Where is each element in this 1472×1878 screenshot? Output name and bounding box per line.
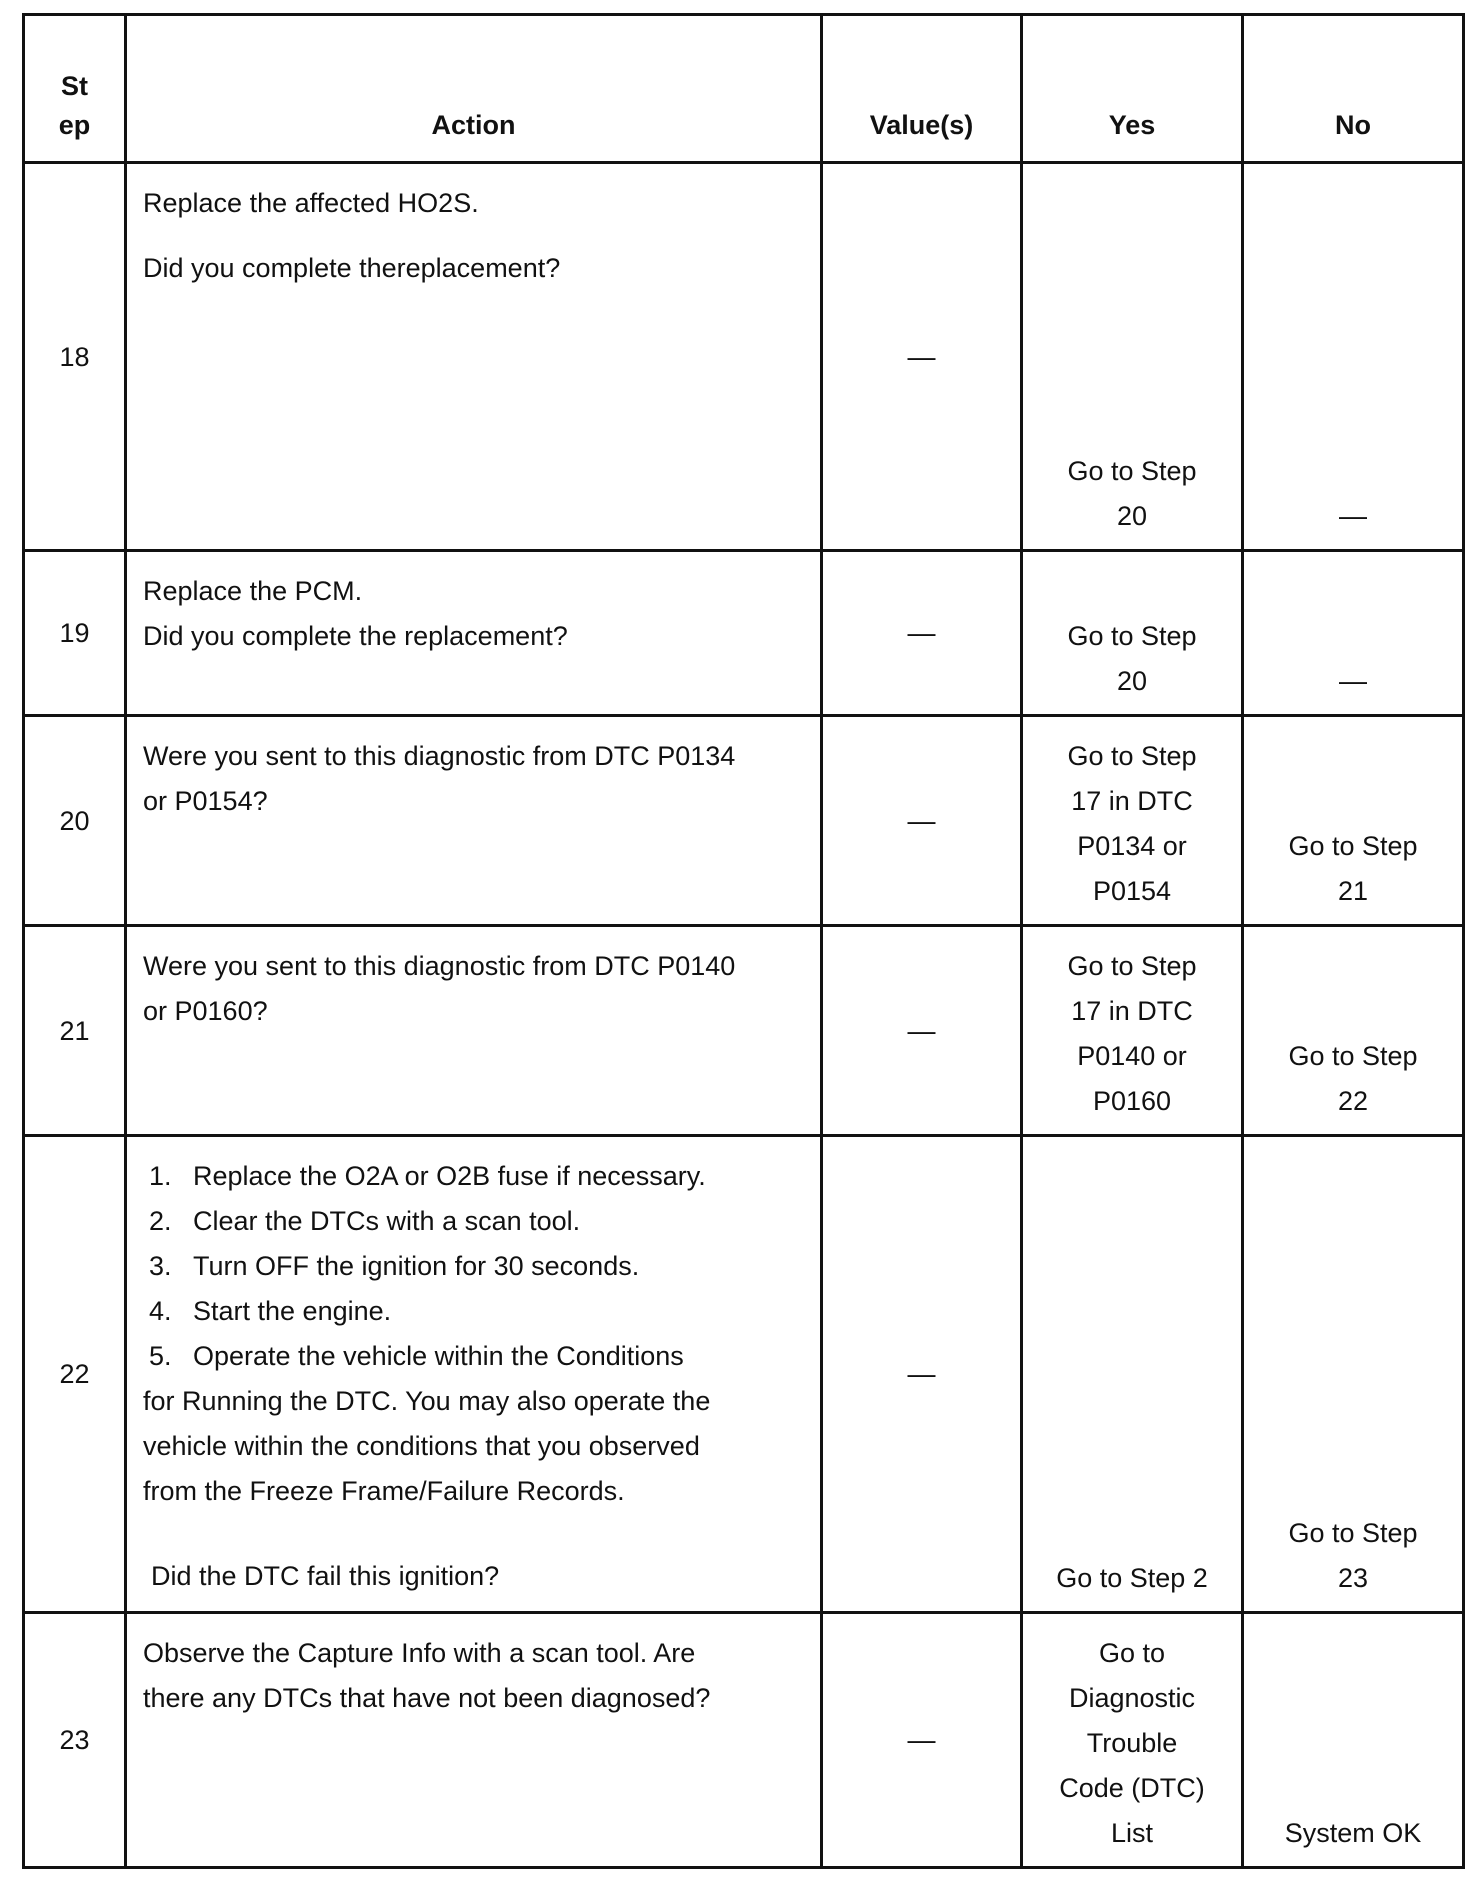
yes-line: P0160 [1092, 1086, 1172, 1116]
item-text: Operate the vehicle within the Conditions [193, 1341, 684, 1371]
action-line: or P0154? [143, 786, 268, 816]
header-values: Value(s) [822, 15, 1022, 163]
header-no: No [1243, 15, 1464, 163]
value-cell [822, 551, 1022, 716]
step-number: 21 [24, 926, 126, 1136]
header-action: Action [126, 15, 822, 163]
header-step-line2: ep [58, 110, 91, 140]
yes-line: Go to Step [1067, 456, 1197, 486]
value-cell [822, 1613, 1022, 1868]
action-cell [126, 163, 822, 551]
table-row [24, 926, 1464, 1136]
value-dash: — [907, 804, 936, 836]
no-line: 22 [1337, 1086, 1369, 1116]
item-number: 5. [149, 1341, 172, 1371]
action-line: Were you sent to this diagnostic from DTC P0134 [143, 741, 736, 771]
numbered-item [143, 1244, 804, 1289]
no-line: System OK [1284, 1818, 1422, 1848]
value-dash: — [907, 1358, 936, 1389]
no-line: 23 [1337, 1563, 1369, 1593]
yes-line: List [1110, 1818, 1154, 1848]
action-line: or P0160? [143, 996, 268, 1026]
yes-line: Diagnostic [1068, 1683, 1196, 1713]
value-cell [822, 926, 1022, 1136]
value-dash: — [907, 1014, 936, 1046]
value-cell [822, 1136, 1022, 1613]
yes-line: P0140 or [1077, 1041, 1187, 1071]
action-question: Did you complete thereplacement? [143, 253, 561, 283]
action-cell [126, 1136, 822, 1613]
action-question: Did the DTC fail this ignition? [151, 1561, 500, 1591]
no-line: Go to Step [1288, 1041, 1418, 1071]
step-number: 20 [24, 716, 126, 926]
item-number: 4. [149, 1296, 172, 1326]
table-row [24, 551, 1464, 716]
no-line: Go to Step [1288, 1518, 1418, 1548]
no-cell [1243, 1613, 1464, 1868]
yes-line: P0134 or [1077, 831, 1187, 861]
yes-line: Go to Step [1067, 951, 1197, 981]
no-cell [1243, 1136, 1464, 1613]
continuation-line: for Running the DTC. You may also operate the [143, 1386, 711, 1416]
action-cell [126, 1613, 822, 1868]
step-number: 19 [24, 551, 126, 716]
action-cell [126, 551, 822, 716]
item-number: 1. [149, 1161, 172, 1191]
yes-line: Go to [1098, 1638, 1166, 1668]
action-line: Replace the affected HO2S. [143, 188, 479, 218]
item-text: Turn OFF the ignition for 30 seconds. [193, 1251, 640, 1281]
table-row [24, 163, 1464, 551]
item-number: 2. [149, 1206, 172, 1236]
value-cell [822, 163, 1022, 551]
value-cell [822, 716, 1022, 926]
action-question: Did you complete the replacement? [143, 621, 568, 651]
no-cell [1243, 926, 1464, 1136]
yes-cell [1022, 551, 1243, 716]
action-cell [126, 716, 822, 926]
table-header-row [24, 15, 1464, 163]
numbered-item [143, 1199, 804, 1244]
step-number: 23 [24, 1613, 126, 1868]
continuation-line: vehicle within the conditions that you observed [143, 1431, 700, 1461]
action-line: there any DTCs that have not been diagnosed? [143, 1683, 711, 1713]
yes-line: P0154 [1092, 876, 1172, 906]
action-cell [126, 926, 822, 1136]
yes-line: 17 in DTC [1071, 786, 1193, 816]
yes-cell [1022, 926, 1243, 1136]
no-line: Go to Step [1288, 831, 1418, 861]
no-cell [1243, 716, 1464, 926]
item-text: Replace the O2A or O2B fuse if necessary. [193, 1161, 706, 1191]
table-row [24, 716, 1464, 926]
action-line: Observe the Capture Info with a scan tool. Are [143, 1638, 696, 1668]
yes-line: 20 [1116, 666, 1148, 696]
yes-line: Go to Step [1067, 741, 1197, 771]
action-line: Replace the PCM. [143, 576, 363, 606]
diagnostic-page [22, 13, 1462, 1869]
header-step-line1: St [61, 71, 88, 101]
item-number: 3. [149, 1251, 172, 1281]
item-text: Start the engine. [193, 1296, 392, 1326]
no-dash: — [1339, 500, 1367, 531]
yes-line: 20 [1116, 501, 1148, 531]
step-number: 18 [24, 163, 126, 551]
header-step [24, 15, 126, 163]
value-dash: — [907, 1724, 936, 1755]
continuation-line: from the Freeze Frame/Failure Records. [143, 1476, 625, 1506]
yes-cell [1022, 163, 1243, 551]
yes-cell [1022, 716, 1243, 926]
no-dash: — [1339, 665, 1367, 696]
value-dash: — [907, 617, 936, 648]
no-cell [1243, 551, 1464, 716]
yes-line: Go to Step 2 [1056, 1563, 1208, 1593]
numbered-item [143, 1154, 804, 1199]
step-number: 22 [24, 1136, 126, 1613]
yes-cell [1022, 1136, 1243, 1613]
yes-line: Trouble [1086, 1728, 1178, 1758]
no-line: 21 [1337, 876, 1369, 906]
value-dash: — [907, 340, 936, 372]
table-row [24, 1613, 1464, 1868]
item-text: Clear the DTCs with a scan tool. [193, 1206, 581, 1236]
diagnostic-steps-table [22, 13, 1465, 1869]
table-row [24, 1136, 1464, 1613]
yes-line: 17 in DTC [1071, 996, 1193, 1026]
numbered-item [143, 1334, 804, 1379]
yes-cell [1022, 1613, 1243, 1868]
header-yes: Yes [1022, 15, 1243, 163]
numbered-item [143, 1289, 804, 1334]
action-line: Were you sent to this diagnostic from DTC P0140 [143, 951, 736, 981]
no-cell [1243, 163, 1464, 551]
yes-line: Go to Step [1067, 621, 1197, 651]
yes-line: Code (DTC) [1059, 1773, 1205, 1803]
